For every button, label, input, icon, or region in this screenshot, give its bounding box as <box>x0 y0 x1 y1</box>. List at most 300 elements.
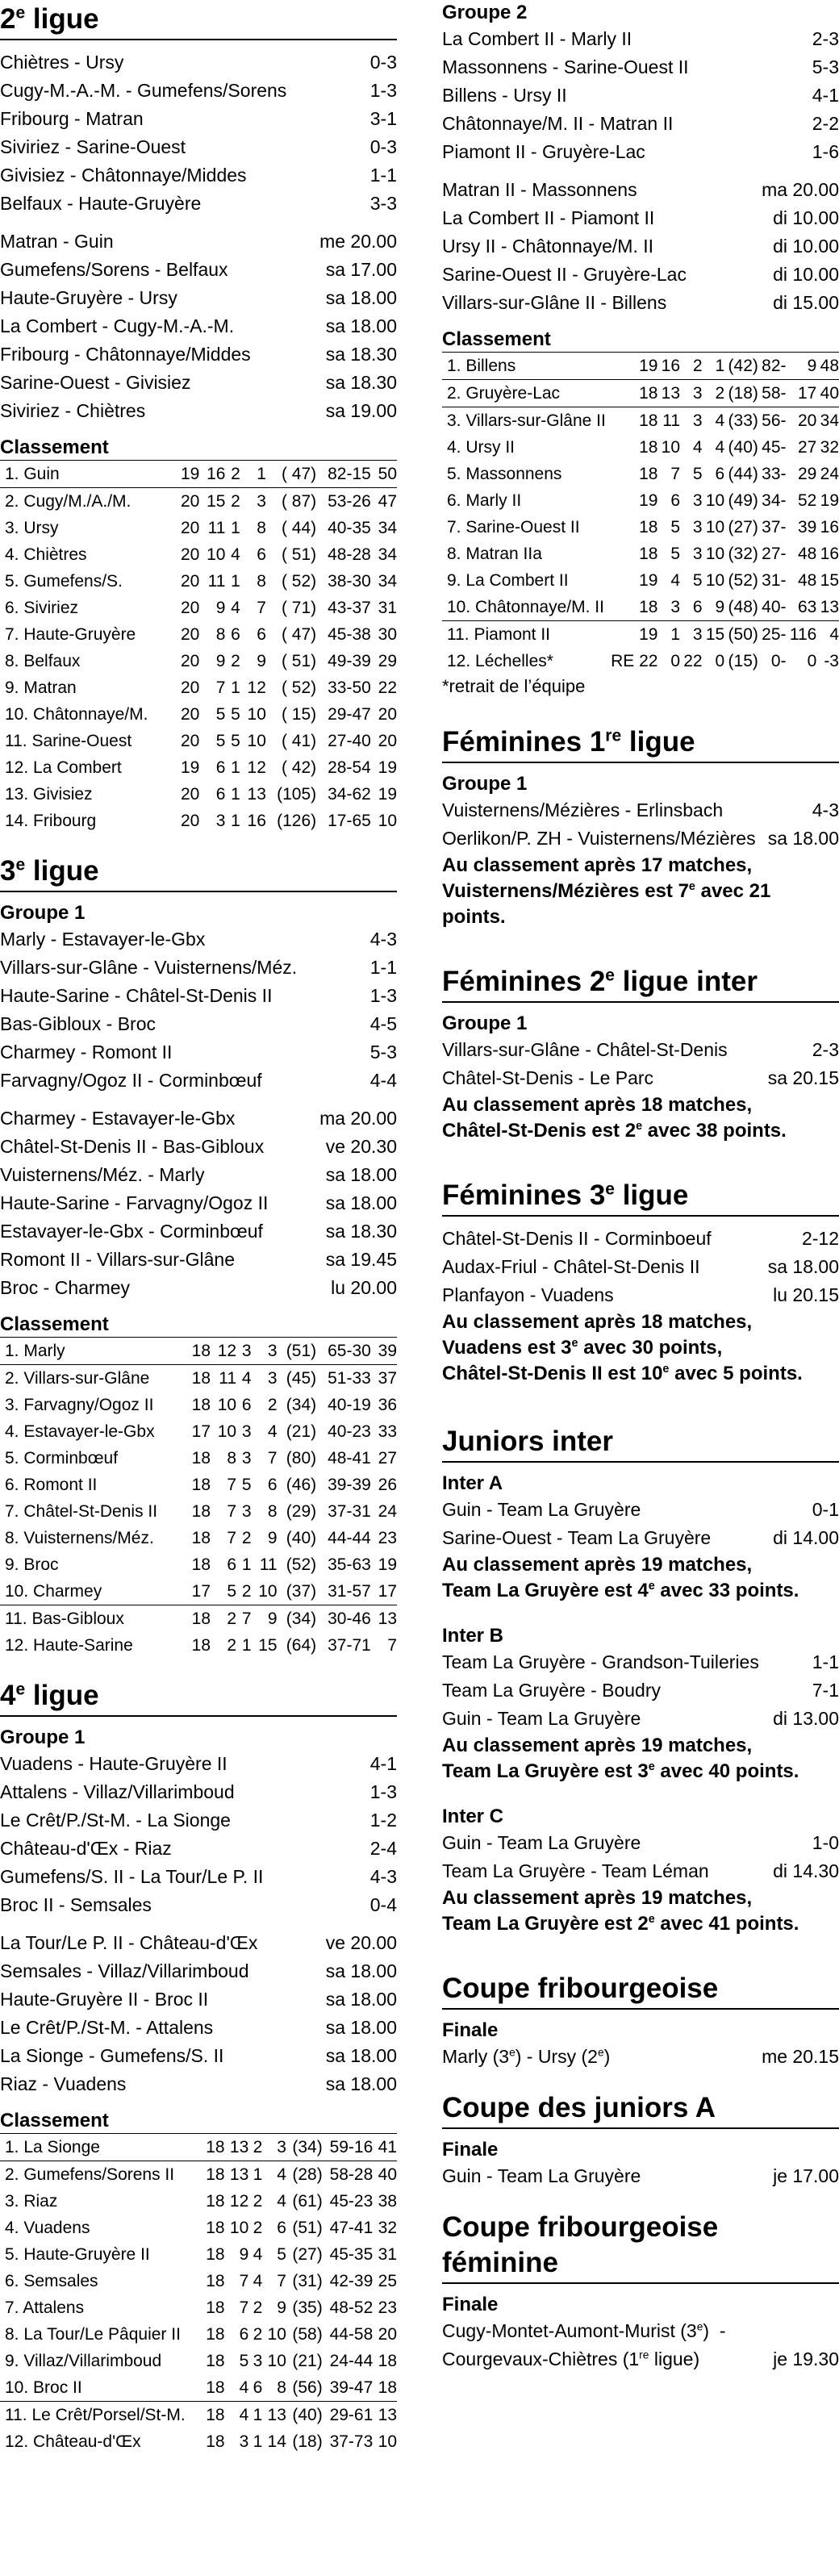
stat-cell: 48-52 <box>329 2298 374 2317</box>
stat-cell: (40) <box>286 1529 317 1547</box>
stat-cell: 2 <box>225 461 240 488</box>
stat-cell: 4 <box>225 2402 249 2429</box>
match-list <box>442 1496 839 1552</box>
stat-cell: 18 <box>378 2352 397 2370</box>
match-row <box>0 133 397 161</box>
match-teams: Châtel-St-Denis II - Corminboeuf <box>442 1228 712 1249</box>
stat-cell: 40 <box>820 384 839 403</box>
match-value: 1-3 <box>369 1781 397 1802</box>
match-value: sa 18.00 <box>325 1192 397 1213</box>
stat-cell: 22 <box>683 652 703 670</box>
match-row <box>442 176 839 204</box>
match-value: lu 20.15 <box>773 1284 839 1305</box>
stat-cell: ( 41) <box>281 732 317 750</box>
stat-cell: 11 <box>657 407 680 435</box>
group-label: Groupe 2 <box>442 2 528 23</box>
team-name-cell: 9. Broc <box>5 1555 59 1574</box>
stat-cell: (52) <box>286 1555 317 1574</box>
stat-cell: 1 <box>231 785 240 804</box>
match-value: 4-1 <box>369 1753 397 1774</box>
match-teams: Matran II - Massonnens <box>442 179 637 200</box>
match-row <box>442 261 839 289</box>
match-teams: Sarine-Ouest - Givisiez <box>0 372 191 393</box>
stat-cell: 3 <box>692 545 703 563</box>
match-teams: Vuisternens/Méz. - Marly <box>0 1164 205 1185</box>
results-list <box>0 925 397 1095</box>
group-label: Inter A <box>442 1472 503 1494</box>
match-teams: Château-d'Œx - Riaz <box>0 1838 172 1859</box>
stat-cell: 18 <box>191 1449 211 1468</box>
stat-cell: 58- <box>762 384 787 403</box>
standings-row <box>0 648 397 674</box>
summary-line: Au classement après 19 matches, <box>442 1887 753 1909</box>
team-name-cell: 1. Guin <box>0 461 173 488</box>
stat-cell: 27-40 <box>328 732 371 750</box>
section-title-feminines-3e-ligue: Féminines 3e ligue <box>442 1176 839 1217</box>
section-title-4e-ligue: 4e ligue <box>0 1676 397 1717</box>
team-name-cell: 6. Semsales <box>5 2272 98 2290</box>
stat-cell: 45-23 <box>329 2192 374 2211</box>
stat-cell: 22 <box>378 678 397 697</box>
stat-cell: 18 <box>185 1338 211 1365</box>
stat-cell: 4 <box>670 571 681 590</box>
stat-cell: 40-19 <box>328 1396 371 1414</box>
stat-cell: 13 <box>225 2134 249 2161</box>
match-value: sa 18.30 <box>325 372 397 393</box>
standings-row <box>442 541 839 567</box>
standings-label: Classement <box>0 1313 109 1335</box>
match-row <box>442 796 839 825</box>
stat-cell: 51-33 <box>316 1365 371 1392</box>
stat-cell: 16 <box>199 461 225 488</box>
stat-cell: 31-57 <box>328 1582 371 1601</box>
match-teams: Gumefens/S. II - La Tour/Le P. II <box>0 1866 264 1887</box>
stat-cell: 18 <box>206 2272 225 2290</box>
stat-cell: 2 <box>253 2298 263 2317</box>
stat-cell: 19 <box>820 491 839 510</box>
stat-cell: 48 <box>816 353 839 380</box>
match-value: 1-3 <box>369 985 397 1006</box>
match-row <box>0 1104 397 1133</box>
match-row <box>442 825 839 853</box>
stat-cell: (33) <box>724 407 758 435</box>
stat-cell: (46) <box>286 1476 317 1494</box>
match-row <box>0 1274 397 1302</box>
match-row <box>0 1750 397 1778</box>
stat-cell: 52 <box>797 491 817 510</box>
stat-cell: 11 <box>259 1555 278 1574</box>
match-teams: Villars-sur-Glâne - Vuisternens/Méz. <box>0 957 298 978</box>
match-teams: Haute-Sarine - Châtel-St-Denis II <box>0 985 273 1006</box>
stat-cell: 2 <box>267 1396 278 1414</box>
stat-cell: 20 <box>180 785 200 804</box>
stat-cell: 3 <box>241 1502 252 1521</box>
stat-cell: 4 <box>239 2378 249 2397</box>
team-name-cell: 11. Piamont II <box>442 621 607 649</box>
stat-cell: 7 <box>227 1529 237 1547</box>
stat-cell: 40- <box>762 598 787 616</box>
stat-cell: 44-44 <box>328 1529 371 1547</box>
stat-cell: 9 <box>239 2245 249 2264</box>
match-teams: Chiètres - Ursy <box>0 52 124 73</box>
stat-cell: (42) <box>724 353 758 380</box>
stat-cell: 39-39 <box>328 1476 371 1494</box>
match-row <box>0 1985 397 2014</box>
stat-cell: 25- <box>758 621 787 649</box>
standings-row <box>442 567 839 594</box>
match-row <box>442 204 839 232</box>
stat-cell: 56- <box>758 407 787 435</box>
stat-cell: 18 <box>378 2378 397 2397</box>
stat-cell: 19 <box>378 1555 397 1574</box>
stat-cell: 24 <box>378 1502 397 1521</box>
stat-cell: 37-31 <box>328 1502 371 1521</box>
team-name-cell: 8. La Tour/Le Pâquier II <box>5 2325 181 2344</box>
stat-cell: 13 <box>371 1605 397 1633</box>
stat-cell: 31- <box>762 571 787 590</box>
team-name-cell: 8. Matran IIa <box>447 545 542 563</box>
stat-cell: 34 <box>816 407 839 435</box>
team-name-cell: 4. Ursy II <box>447 438 516 457</box>
standings-label: Classement <box>0 2110 109 2131</box>
stat-cell: 36 <box>378 1396 397 1414</box>
stat-cell: 8 <box>227 1449 237 1468</box>
stat-cell: 3 <box>692 384 703 403</box>
match-row <box>0 1189 397 1217</box>
standings-row <box>0 2321 397 2348</box>
stat-cell: 5 <box>241 1476 252 1494</box>
stat-cell: 6 <box>215 758 226 777</box>
team-name-cell: 10. Châtonnaye/M. II <box>447 598 604 616</box>
stat-cell: 33-50 <box>328 678 371 697</box>
match-row <box>0 284 397 312</box>
match-row <box>442 1857 839 1885</box>
stat-cell: 2 <box>253 2192 263 2211</box>
standings-row <box>442 621 839 649</box>
stat-cell: (40) <box>728 438 758 457</box>
stat-cell: 38-30 <box>328 572 371 591</box>
stat-cell: 43-37 <box>328 599 371 617</box>
stat-cell: 3 <box>241 1449 252 1468</box>
stat-cell: 32 <box>378 2219 397 2237</box>
stat-cell: 27- <box>762 545 787 563</box>
standings-table <box>442 352 839 674</box>
match-list <box>442 1648 839 1733</box>
stat-cell: 12 <box>211 1338 236 1365</box>
group-label: Groupe 1 <box>0 1726 86 1748</box>
match-row <box>442 1648 839 1676</box>
stat-cell: 1 <box>248 2402 262 2429</box>
match-teams: Audax-Friul - Châtel-St-Denis II <box>442 1256 700 1277</box>
stat-cell: 49-39 <box>328 652 371 670</box>
stat-cell: (56) <box>292 2378 323 2397</box>
section-title-feminines-1re-ligue: Féminines 1re ligue <box>442 723 839 763</box>
stat-cell: 10 <box>705 571 725 590</box>
summary-line: Au classement après 19 matches, <box>442 1735 753 1756</box>
stat-cell: 19 <box>607 353 658 380</box>
match-value: 4-3 <box>369 929 397 950</box>
standings-row <box>0 808 397 834</box>
stat-cell: 39 <box>797 518 817 536</box>
match-row <box>0 954 397 982</box>
stat-cell: 25 <box>378 2272 397 2290</box>
stat-cell: 53-26 <box>316 488 371 516</box>
stat-cell: 18 <box>206 2219 225 2237</box>
stat-cell: 5 <box>277 2245 286 2264</box>
stat-cell: 18 <box>607 407 658 435</box>
match-row <box>442 232 839 261</box>
standings-row <box>442 353 839 380</box>
match-row <box>0 2070 397 2098</box>
stat-cell: 47-41 <box>329 2219 374 2237</box>
match-teams: Haute-Sarine - Farvagny/Ogoz II <box>0 1192 269 1213</box>
match-row <box>442 1253 839 1281</box>
match-row <box>0 1010 397 1038</box>
stat-cell: 7 <box>227 1502 237 1521</box>
match-value: me 20.00 <box>319 231 397 252</box>
match-value: 2-12 <box>801 1228 839 1249</box>
stat-cell: 16 <box>820 518 839 536</box>
summary-line: Au classement après 18 matches, <box>442 1094 753 1116</box>
stat-cell: 3 <box>692 518 703 536</box>
team-name-cell: 3. Villars-sur-Glâne II <box>442 407 607 435</box>
match-value: 4-3 <box>812 800 839 820</box>
stat-cell: 7 <box>257 599 266 617</box>
match-teams: Piamont II - Gruyère-Lac <box>442 141 645 162</box>
stat-cell: 7 <box>239 2298 249 2317</box>
section-title-2e-ligue: 2e ligue <box>0 0 397 40</box>
match-row <box>442 1676 839 1705</box>
stat-cell: 20 <box>180 678 200 697</box>
standings-row <box>0 2348 397 2374</box>
stat-cell: 10 <box>217 1422 237 1441</box>
stat-cell: 29 <box>378 652 397 670</box>
stat-cell: (51) <box>278 1338 317 1365</box>
stat-cell: 12 <box>247 678 266 697</box>
match-row <box>0 1161 397 1189</box>
stat-cell: 5 <box>692 571 703 590</box>
stat-cell: 6 <box>670 491 681 510</box>
stat-cell: 9 <box>267 1529 278 1547</box>
stat-cell: (34) <box>278 1605 317 1633</box>
stat-cell: (27) <box>292 2245 323 2264</box>
stat-cell: (27) <box>728 518 758 536</box>
standings-row <box>0 2402 397 2429</box>
team-name-cell: 2. Gruyère-Lac <box>447 384 561 403</box>
match-row <box>442 1705 839 1733</box>
stat-cell: 9 <box>215 599 226 617</box>
stat-cell: 17 <box>378 1582 397 1601</box>
team-name-cell: 1. Marly <box>0 1338 185 1365</box>
match-row <box>0 1038 397 1067</box>
stat-cell: 5 <box>215 705 226 724</box>
team-name-cell: 10. Broc II <box>5 2378 82 2397</box>
match-teams: Fribourg - Châtonnaye/Middes <box>0 344 251 365</box>
stat-cell: 14 <box>267 2432 286 2451</box>
match-teams: Planfayon - Vuadens <box>442 1284 614 1305</box>
match-row <box>442 1496 839 1524</box>
stat-cell: 18 <box>639 518 658 536</box>
stat-cell: 11 <box>211 1365 236 1392</box>
match-teams: Oerlikon/P. ZH - Vuisternens/Mézières <box>442 828 756 849</box>
stat-cell: 13 <box>262 2402 286 2429</box>
stat-cell: 4 <box>253 2272 263 2290</box>
standings-row <box>442 648 839 674</box>
stat-cell: 29-61 <box>323 2402 374 2429</box>
results-list <box>442 25 839 166</box>
stat-cell: 23 <box>378 1529 397 1547</box>
stat-cell: 8 <box>267 1502 278 1521</box>
team-name-cell: 11. Le Crêt/Porsel/St-M. <box>0 2402 201 2429</box>
stat-cell: 15 <box>820 571 839 590</box>
stat-cell: 37- <box>762 518 787 536</box>
standings-row <box>0 595 397 621</box>
stat-cell: 18 <box>191 1476 211 1494</box>
stat-cell: 65-30 <box>316 1338 371 1365</box>
match-row <box>0 982 397 1010</box>
match-value: 1-1 <box>369 957 397 978</box>
stat-cell: 15 <box>199 488 225 516</box>
match-teams: Haute-Gruyère II - Broc II <box>0 1989 209 2010</box>
stat-cell: 2 <box>227 1636 237 1655</box>
standings-row <box>0 1498 397 1525</box>
stat-cell: 10 <box>217 1396 237 1414</box>
match-row <box>0 190 397 218</box>
match-teams: Sarine-Ouest II - Gruyère-Lac <box>442 264 687 285</box>
match-value: 2-3 <box>812 28 839 49</box>
match-row <box>442 1036 839 1064</box>
standings-row <box>0 1578 397 1605</box>
standings-row <box>0 2374 397 2402</box>
stat-cell: 45-35 <box>329 2245 374 2264</box>
stat-cell: (105) <box>277 785 317 804</box>
match-row <box>0 1891 397 1919</box>
stat-cell: 42-39 <box>329 2272 374 2290</box>
standings-row <box>0 488 397 516</box>
group-label: Groupe 1 <box>442 1012 528 1034</box>
match-value: sa 19.00 <box>325 400 397 421</box>
stat-cell: 18 <box>201 2134 225 2161</box>
match-value: 0-3 <box>369 136 397 157</box>
match-teams: Cugy-M.-A.-M. - Gumefens/Sorens <box>0 80 287 101</box>
team-name-cell: 4. Estavayer-le-Gbx <box>5 1422 155 1441</box>
results-list <box>0 48 397 218</box>
match-teams: La Sionge - Gumefens/S. II <box>0 2045 224 2066</box>
stat-cell: 17 <box>797 384 817 403</box>
stat-cell: 27 <box>378 1449 397 1468</box>
stat-cell: 4 <box>715 438 725 457</box>
match-value: 2-2 <box>812 113 839 134</box>
stat-cell: ( 42) <box>281 758 317 777</box>
match-time: je 17.00 <box>773 2165 839 2186</box>
stat-cell: 15 <box>258 1636 278 1655</box>
stat-cell: 20 <box>180 625 200 644</box>
match-row <box>442 1524 839 1552</box>
match-teams: Farvagny/Ogoz II - Corminbœuf <box>0 1070 262 1091</box>
stat-cell: 10 <box>378 812 397 830</box>
stat-cell: 10 <box>661 438 681 457</box>
stat-cell: 17 <box>191 1582 211 1601</box>
stat-cell: 1 <box>231 812 240 830</box>
stat-cell: 1 <box>231 758 240 777</box>
stat-cell: 2 <box>225 488 240 516</box>
match-row <box>0 77 397 105</box>
team-name-cell: 12. Léchelles* <box>447 652 553 670</box>
stat-cell: 3 <box>253 2352 263 2370</box>
match-value: 4-1 <box>812 85 839 106</box>
stat-cell: 45-38 <box>328 625 371 644</box>
stat-cell: (51) <box>292 2219 323 2237</box>
stat-cell: 6 <box>215 785 226 804</box>
match-teams: La Tour/Le P. II - Château-d'Œx <box>0 1932 258 1953</box>
match-teams: Massonnens - Sarine-Ouest II <box>442 56 689 77</box>
match-value: ma 20.00 <box>319 1108 397 1129</box>
stat-cell: 18 <box>191 1529 211 1547</box>
stat-cell: 19 <box>639 571 658 590</box>
standings-row <box>442 434 839 461</box>
stat-cell: -3 <box>824 652 839 670</box>
stat-cell: 23 <box>378 2298 397 2317</box>
team-name-cell: 6. Romont II <box>5 1476 98 1494</box>
stat-cell: 18 <box>191 1396 211 1414</box>
stat-cell: (15) <box>728 652 758 670</box>
stat-cell: 4 <box>703 407 725 435</box>
match-teams: Haute-Gruyère - Ursy <box>0 287 177 308</box>
match-teams: Team La Gruyère - Boudry <box>442 1680 662 1701</box>
match-teams: Fribourg - Matran <box>0 108 144 129</box>
match-teams: Châtel-St-Denis - Le Parc <box>442 1067 654 1088</box>
team-name-cell: 2. Cugy/M./A./M. <box>0 488 173 516</box>
stat-cell: 20 <box>378 2325 397 2344</box>
stat-cell: 1 <box>253 2432 263 2451</box>
team-name-cell: 10. Charmey <box>5 1582 102 1601</box>
stat-cell: 6 <box>257 625 266 644</box>
stat-cell: 0 <box>670 652 681 670</box>
team-name-cell: 14. Fribourg <box>5 812 97 830</box>
stat-cell: 30 <box>378 625 397 644</box>
stat-cell: (48) <box>728 598 758 616</box>
match-teams: Riaz - Vuadens <box>0 2073 127 2094</box>
match-teams: Châtel-St-Denis II - Bas-Gibloux <box>0 1136 265 1157</box>
summary-line: Châtel-St-Denis est 2e avec 38 points. <box>442 1120 787 1142</box>
stat-cell: 0- <box>770 652 787 670</box>
stat-cell: 11 <box>207 519 226 537</box>
stat-cell: 20 <box>787 407 817 435</box>
match-value: sa 18.00 <box>325 287 397 308</box>
stat-cell: 19 <box>607 621 658 649</box>
stat-cell: 1 <box>241 1636 252 1655</box>
team-name-cell: 12. Château-d'Œx <box>5 2432 141 2451</box>
stat-cell: 58-28 <box>323 2161 374 2189</box>
match-row <box>442 1829 839 1857</box>
stat-cell: ( 47) <box>266 461 316 488</box>
summary-line: Châtel-St-Denis II est 10e avec 5 points. <box>442 1363 803 1384</box>
stat-cell: 20 <box>180 732 200 750</box>
match-value: sa 18.30 <box>325 344 397 365</box>
match-row <box>0 105 397 133</box>
summary-line: Au classement après 18 matches, <box>442 1311 753 1333</box>
stat-cell: 1 <box>241 1555 252 1574</box>
match-teams: Marly - Estavayer-le-Gbx <box>0 929 206 950</box>
standings-table <box>0 460 397 834</box>
summary-line: Team La Gruyère est 4e avec 33 points. <box>442 1580 799 1601</box>
stat-cell: 7 <box>227 1476 237 1494</box>
stat-cell: 30-46 <box>316 1605 371 1633</box>
team-name-cell: 6. Marly II <box>447 491 522 510</box>
stat-cell: 2 <box>715 384 725 403</box>
match-value: sa 17.00 <box>325 259 397 280</box>
stat-cell: 6 <box>239 2325 249 2344</box>
